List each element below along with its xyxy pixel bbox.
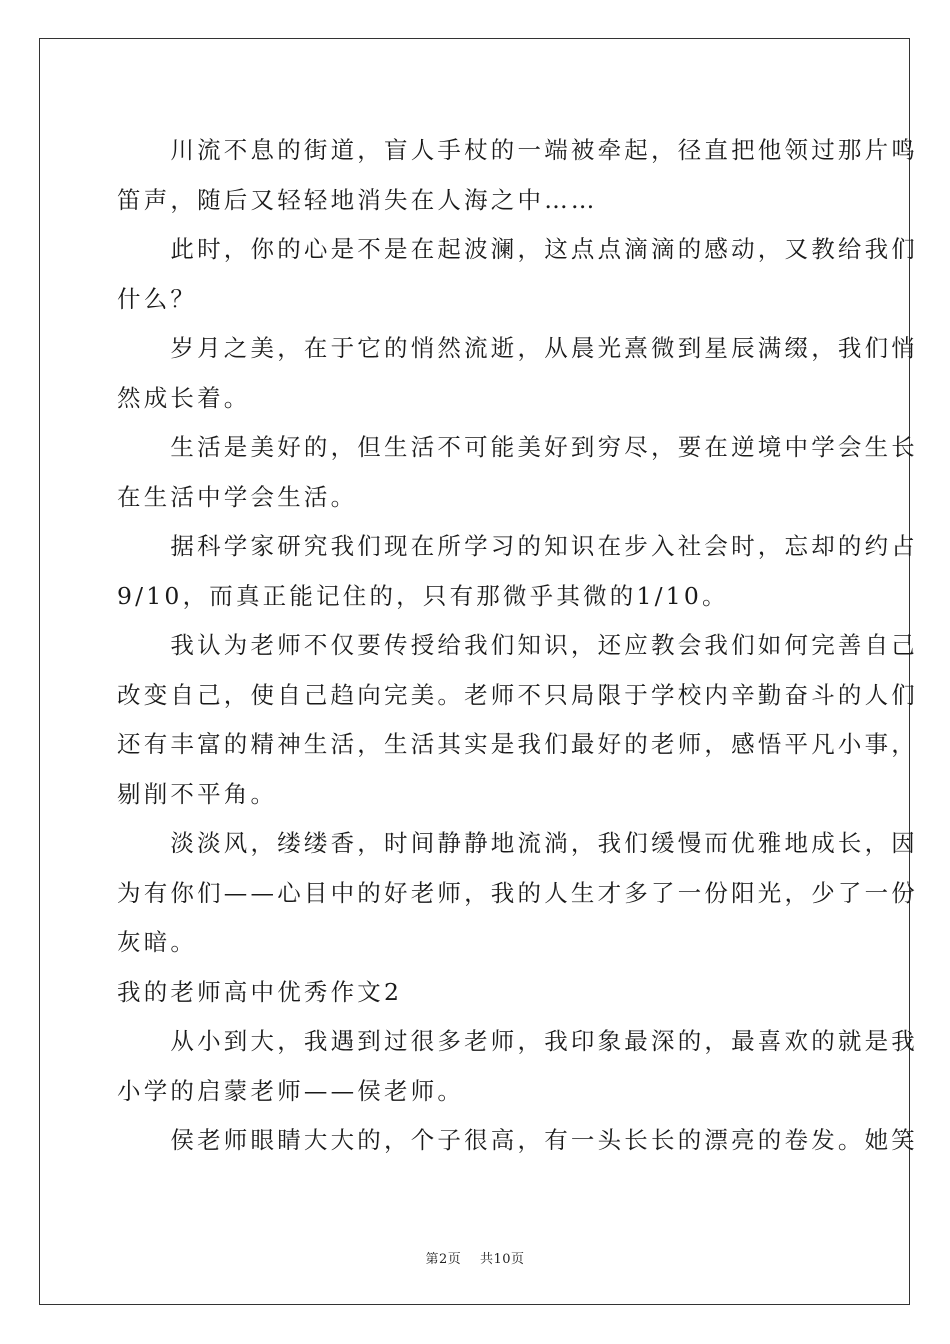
text-line: 灰暗。 [117, 928, 198, 956]
text-line: 据科学家研究我们现在所学习的知识在步入社会时，忘却的约占 [117, 532, 918, 560]
text-line: 在生活中学会生活。 [117, 482, 358, 511]
text-line: 从小到大，我遇到过很多老师，我印象最深的，最喜欢的就是我 [117, 1027, 918, 1055]
page-total: 共10页 [479, 1252, 525, 1267]
text-line: 岁月之美，在于它的悄然流逝，从晨光熹微到星辰满缀，我们悄 [117, 334, 918, 362]
section-heading: 我的老师高中优秀作文2 [117, 977, 403, 1006]
page-footer [0, 1248, 950, 1267]
text-line: 此时，你的心是不是在起波澜，这点点滴滴的感动，又教给我们 [117, 235, 918, 263]
text-line: 为有你们——心目中的好老师，我的人生才多了一份阳光，少了一份 [117, 878, 918, 907]
text-line: 什么？ [117, 284, 198, 313]
page-number: 第2页 [425, 1252, 462, 1267]
text-line: 然成长着。 [117, 383, 251, 412]
text-line: 9/10，而真正能记住的，只有那微乎其微的1/10。 [117, 581, 729, 610]
text-line: 侯老师眼睛大大的，个子很高，有一头长长的漂亮的卷发。她笑 [117, 1126, 918, 1154]
text-line: 生活是美好的，但生活不可能美好到穷尽，要在逆境中学会生长 [117, 433, 918, 461]
text-line: 笛声，随后又轻轻地消失在人海之中…… [117, 185, 598, 214]
text-line: 川流不息的街道，盲人手杖的一端被牵起，径直把他领过那片鸣 [117, 136, 918, 164]
text-line: 小学的启蒙老师——侯老师。 [117, 1076, 465, 1105]
document-body [117, 126, 918, 1166]
text-line: 改变自己，使自己趋向完美。老师不只局限于学校内辛勤奋斗的人们 [117, 680, 918, 709]
text-line: 淡淡风，缕缕香，时间静静地流淌，我们缓慢而优雅地成长，因 [117, 829, 918, 857]
text-line: 我认为老师不仅要传授给我们知识，还应教会我们如何完善自己 [117, 631, 918, 659]
text-line: 剔削不平角。 [117, 779, 278, 808]
text-line: 还有丰富的精神生活，生活其实是我们最好的老师，感悟平凡小事， [117, 730, 918, 758]
